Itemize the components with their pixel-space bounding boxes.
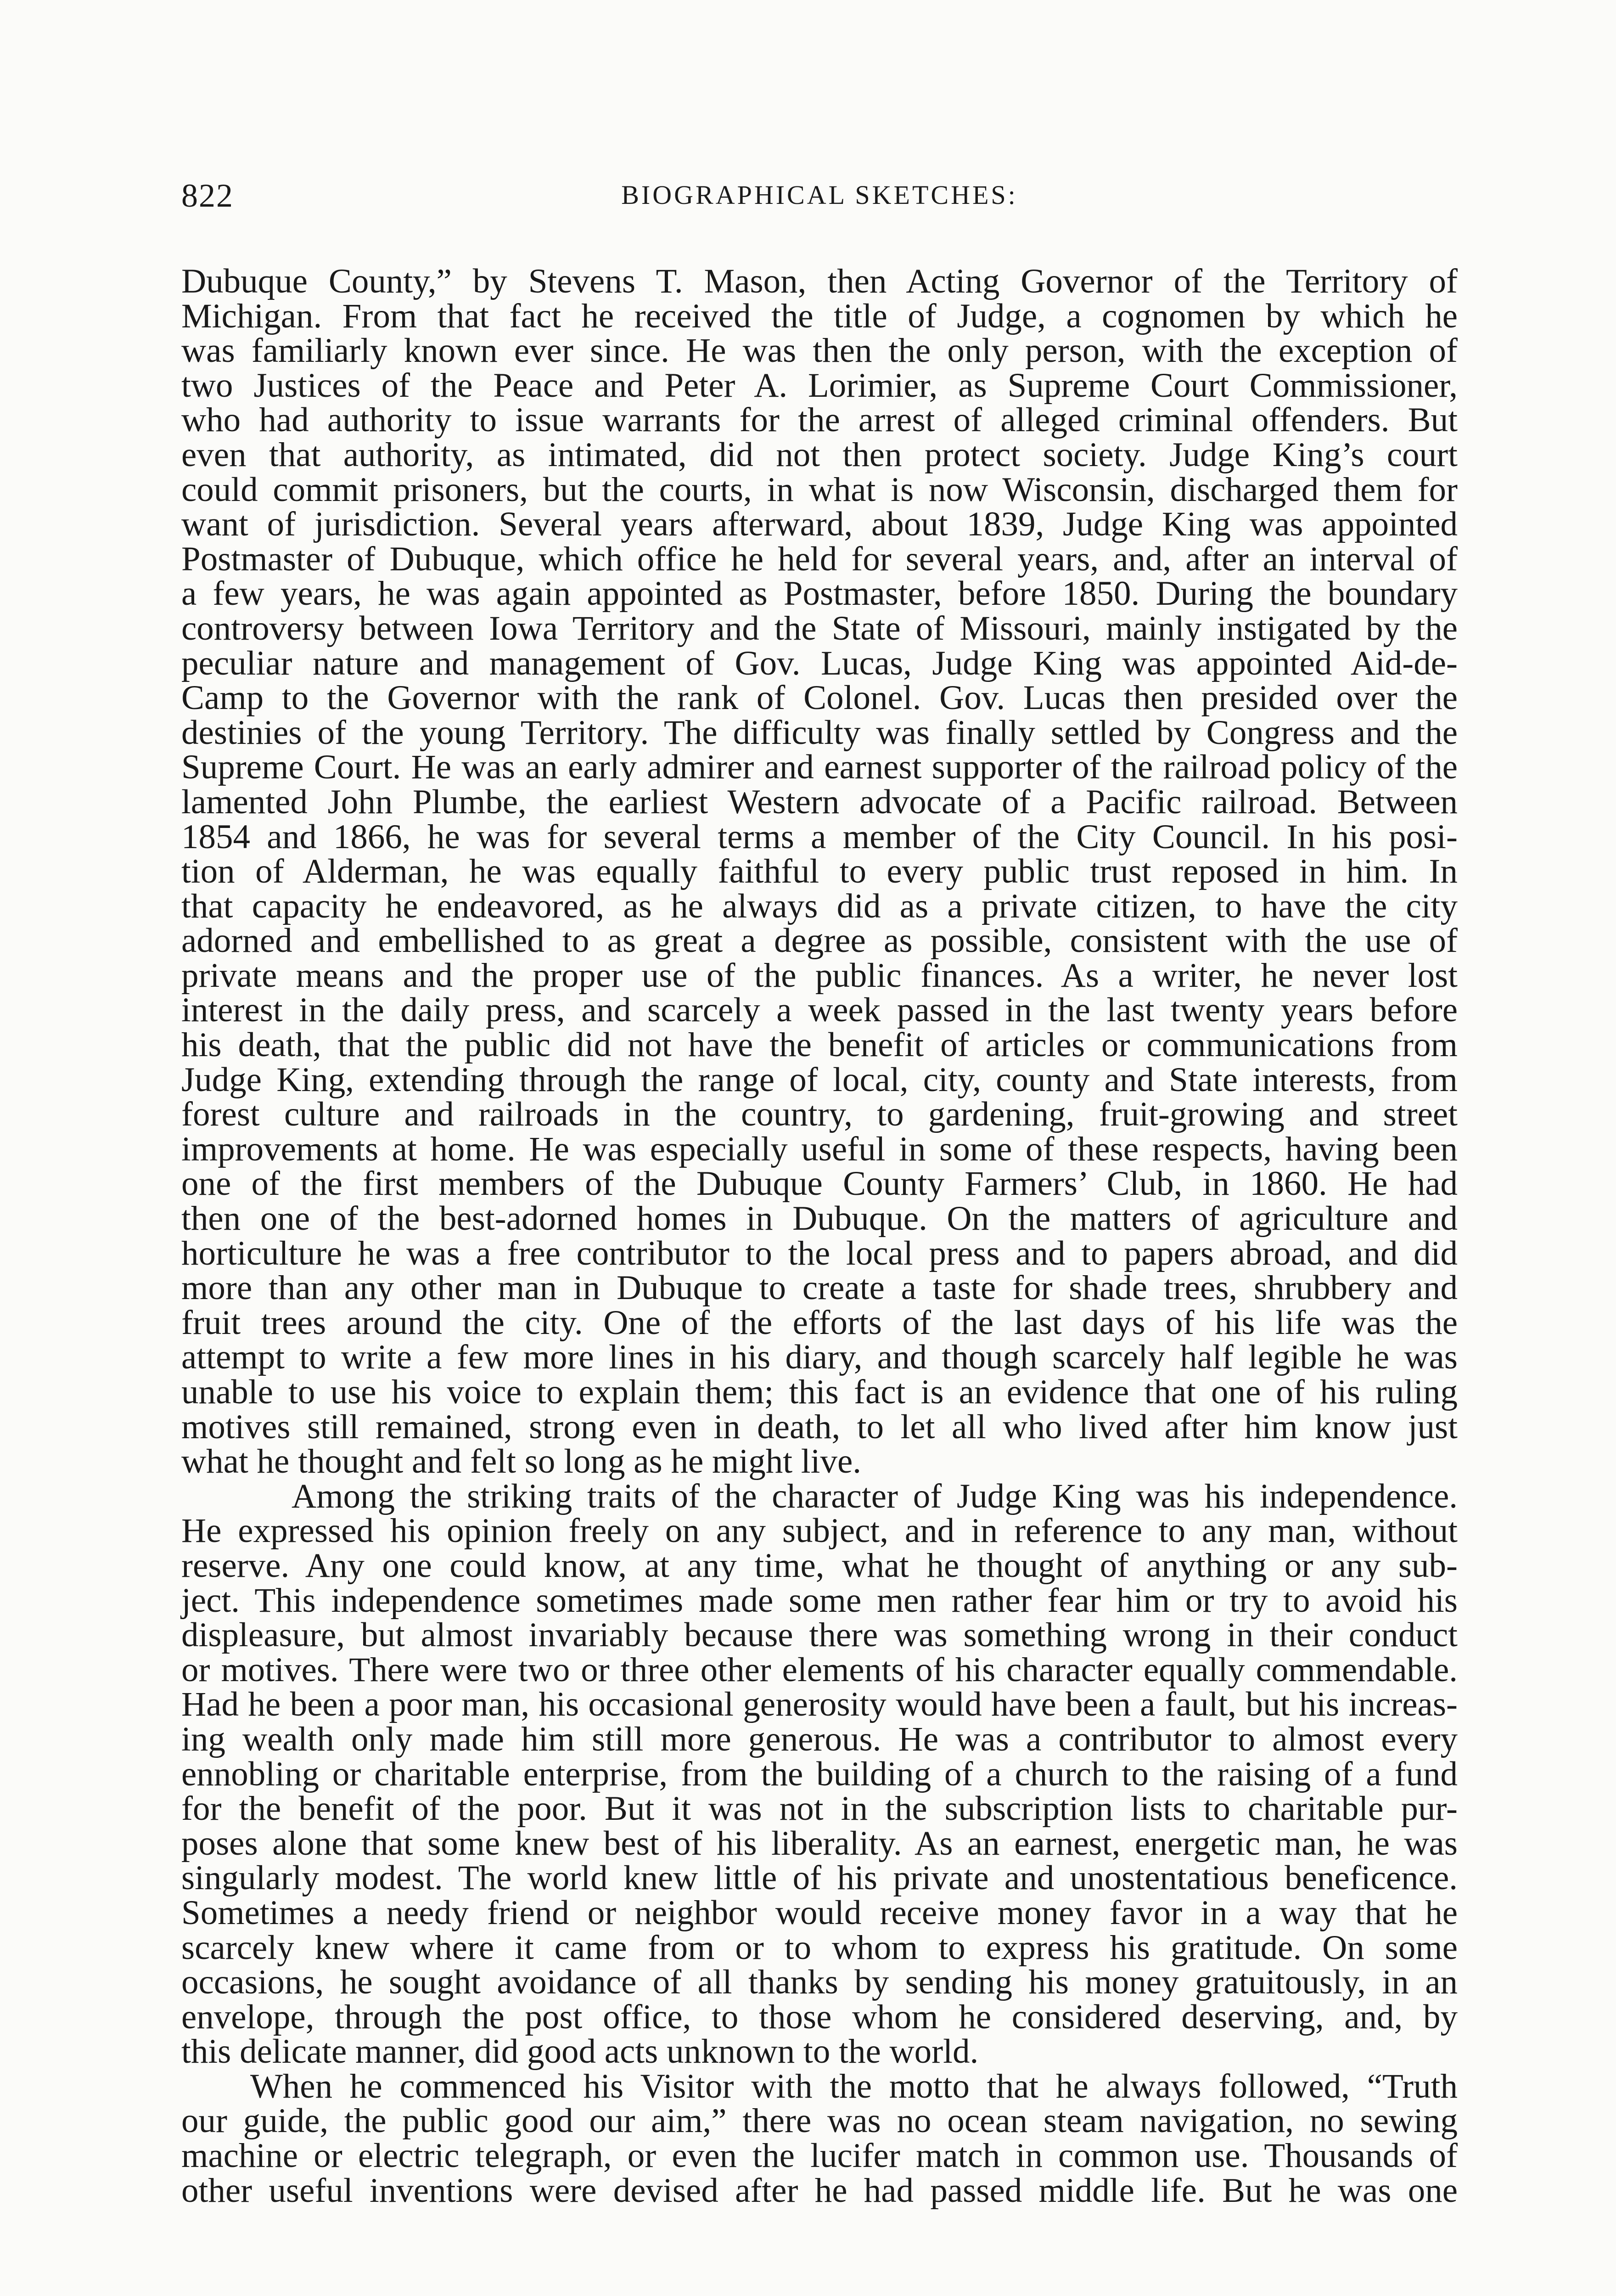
text-line: peculiar nature and management of Gov. Lucas, Judge King was appointed Aid-de- [181,644,1458,682]
text-line: fruit trees around the city. One of the efforts of the last days of his life was the [181,1303,1458,1342]
text-line: envelope, through the post office, to those whom he considered deserving, and, by [181,1998,1458,2036]
text-line: Postmaster of Dubuque, which office he held for several years, and, after an interval of [181,540,1458,578]
text-line: or motives. There were two or three other elements of his character equally commendable. [181,1650,1458,1689]
text-line: improvements at home. He was especially useful in some of these respects, having been [181,1130,1458,1168]
text-line: adorned and embellished to as great a degree as possible, consistent with the use of [181,922,1458,960]
text-line: that capacity he endeavored, as he always did as a private citizen, to have the city [181,887,1458,925]
text-line: motives still remained, strong even in death, to let all who lived after him know just [181,1407,1458,1446]
text-line: other useful inventions were devised after he had passed middle life. But he was one [181,2171,1458,2210]
text-line: 1854 and 1866, he was for several terms a member of the City Council. In his posi- [181,817,1458,856]
text-line: occasions, he sought avoidance of all thanks by sending his money gratuitously, in an [181,1963,1458,2002]
text-line: displeasure, but almost invariably because there was something wrong in their conduct [181,1616,1458,1654]
text-line: one of the first members of the Dubuque County Farmers’ Club, in 1860. He had [181,1165,1458,1203]
page-header [181,177,1458,227]
text-line: Among the striking traits of the character of Judge King was his independence. [292,1477,1458,1515]
text-line: attempt to write a few more lines in his diary, and though scarcely half legible he was [181,1338,1458,1377]
text-line: Sometimes a needy friend or neighbor would receive money favor in a way that he [181,1893,1458,1932]
text-line: controversy between Iowa Territory and the State of Missouri, mainly instigated by the [181,609,1458,647]
text-line: scarcely knew where it came from or to whom to express his gratitude. On some [181,1928,1458,1967]
text-line: horticulture he was a free contributor to the local press and to papers abroad, and did [181,1234,1458,1272]
text-line: this delicate manner, did good acts unknown to the world. [181,2032,979,2071]
text-line: our guide, the public good our aim,” there was no ocean steam navigation, no sewing [181,2102,1458,2140]
text-line: could commit prisoners, but the courts, in what is now Wisconsin, discharged them for [181,470,1458,509]
paragraph-2 [181,1479,1458,2069]
text-line: ennobling or charitable enterprise, from the building of a church to the raising of a fund [181,1755,1458,1793]
text-line: his death, that the public did not have the benefit of articles or communications from [181,1026,1458,1064]
text-line: then one of the best-adorned homes in Dubuque. On the matters of agriculture and [181,1199,1458,1238]
text-line: Michigan. From that fact he received the title of Judge, a cognomen by which he [181,297,1458,335]
page-number: 822 [181,177,234,214]
text-line: who had authority to issue warrants for the arrest of alleged criminal offenders. But [181,401,1458,439]
text-line: singularly modest. The world knew little of his private and unostentatious beneficence. [181,1859,1458,1897]
text-line: He expressed his opinion freely on any subject, and in reference to any man, without [181,1512,1458,1550]
paragraph-1 [181,264,1458,1479]
text-line: Had he been a poor man, his occasional generosity would have been a fault, but his increas- [181,1685,1458,1724]
text-line: for the benefit of the poor. But it was not in the subscription lists to charitable pur- [181,1790,1458,1828]
text-line: unable to use his voice to explain them; this fact is an evidence that one of his ruling [181,1373,1458,1411]
paragraph-3 [181,2069,1458,2208]
text-line: machine or electric telegraph, or even the lucifer match in common use. Thousands of [181,2137,1458,2175]
text-line: even that authority, as intimated, did not then protect society. Judge King’s court [181,435,1458,474]
text-line: When he commenced his Visitor with the motto that he always followed, “Truth [250,2067,1458,2105]
text-line: ing wealth only made him still more generous. He was a contributor to almost every [181,1720,1458,1758]
text-line: lamented John Plumbe, the earliest Western advocate of a Pacific railroad. Between [181,782,1458,821]
text-line: poses alone that some knew best of his liberality. As an earnest, energetic man, he was [181,1824,1458,1863]
text-line: Camp to the Governor with the rank of Colonel. Gov. Lucas then presided over the [181,679,1458,717]
running-head: BIOGRAPHICAL SKETCHES: [621,180,1018,210]
text-line: ject. This independence sometimes made some men rather fear him or try to avoid his [181,1581,1458,1620]
text-line: forest culture and railroads in the country, to gardening, fruit-growing and street [181,1095,1458,1134]
text-line: private means and the proper use of the public finances. As a writer, he never lost [181,956,1458,995]
text-line: a few years, he was again appointed as Postmaster, before 1850. During the boundary [181,574,1458,613]
text-line: interest in the daily press, and scarcely a week passed in the last twenty years before [181,991,1458,1030]
text-line: destinies of the young Territory. The difficulty was finally settled by Congress and the [181,713,1458,752]
text-line: Supreme Court. He was an early admirer and earnest supporter of the railroad policy of the [181,748,1458,787]
text-line: two Justices of the Peace and Peter A. Lorimier, as Supreme Court Commissioner, [181,366,1458,405]
text-line: was familiarly known ever since. He was then the only person, with the exception of [181,332,1458,370]
text-line: tion of Alderman, he was equally faithful to every public trust reposed in him. In [181,852,1458,891]
text-line: what he thought and felt so long as he might live. [181,1442,861,1481]
text-line: more than any other man in Dubuque to create a taste for shade trees, shrubbery and [181,1269,1458,1307]
text-line: want of jurisdiction. Several years afterward, about 1839, Judge King was appointed [181,505,1458,544]
text-line: Judge King, extending through the range of local, city, county and State interests, from [181,1060,1458,1099]
body-text [181,264,1458,2208]
text-line: reserve. Any one could know, at any time, what he thought of anything or any sub- [181,1546,1458,1585]
text-line: Dubuque County,” by Stevens T. Mason, then Acting Governor of the Territory of [181,262,1458,300]
